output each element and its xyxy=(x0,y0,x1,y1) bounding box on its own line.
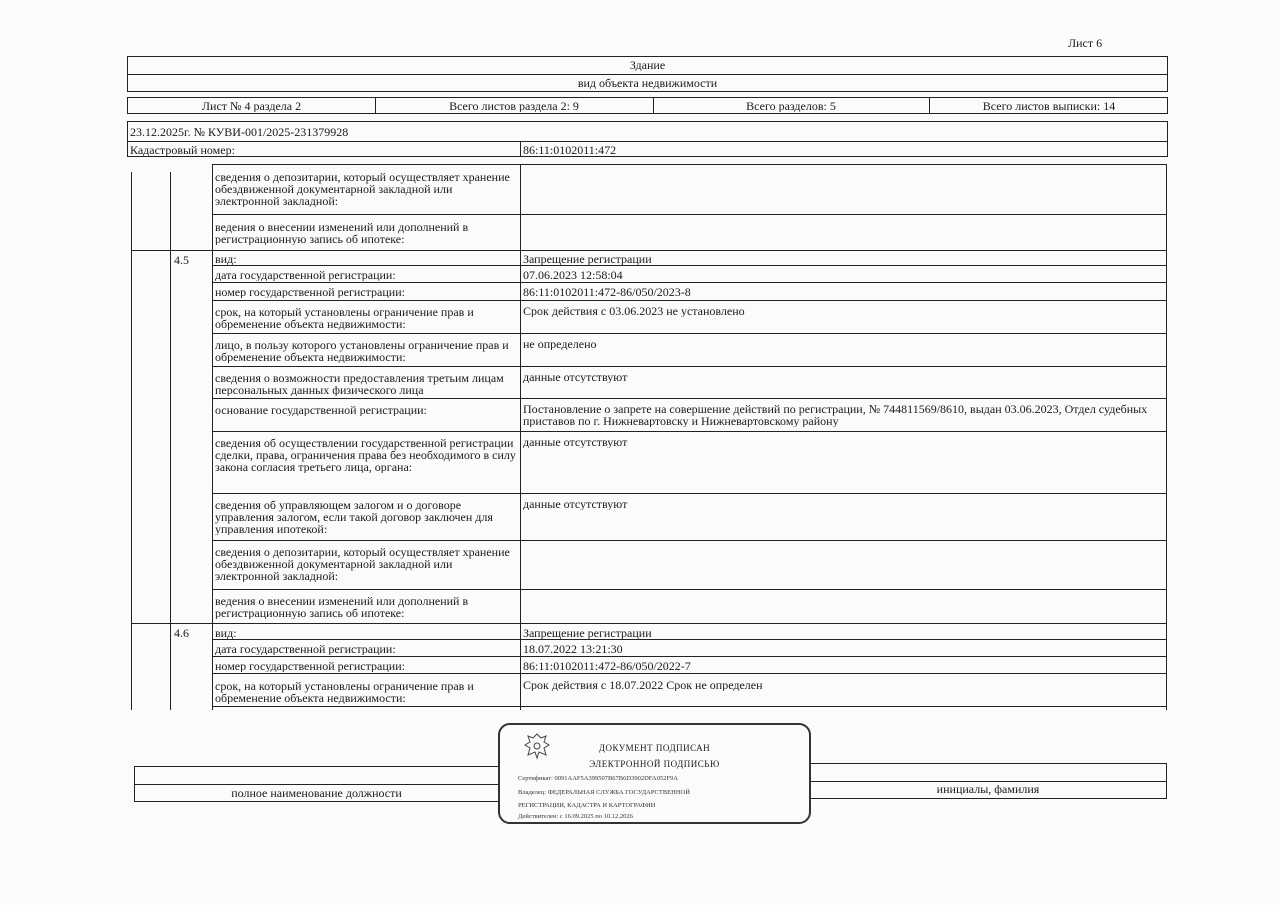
cadastral-label: Кадастровый номер: xyxy=(130,144,235,156)
term-label-46: срок, на который установлены ограничение прав и обременение объекта недвижимости: xyxy=(215,680,474,704)
pd-label: сведения о возможности предоставления третьим лицам персональных данных физического лица xyxy=(215,372,504,396)
term-value-46: Срок действия с 18.07.2022 Срок не определен xyxy=(523,679,763,691)
changes-label: ведения о внесении изменений или дополнений в регистрационную запись об ипотеке: xyxy=(215,595,469,619)
term-value: Срок действия с 03.06.2023 не установлено xyxy=(523,305,745,317)
total-sheets-extract: Всего листов выписки: 14 xyxy=(982,100,1116,112)
cadastral-number: 86:11:0102011:472 xyxy=(523,144,617,156)
changes-label-top: ведения о внесении изменений или дополнений в регистрационную запись об ипотеке: xyxy=(215,221,469,245)
stamp-line2: ЭЛЕКТРОННОЙ ПОДПИСЬЮ xyxy=(589,759,720,769)
stamp-line1: ДОКУМЕНТ ПОДПИСАН xyxy=(598,743,711,753)
person-value: не определено xyxy=(523,338,597,350)
date-label: дата государственной регистрации: xyxy=(215,269,396,281)
entry-number-4-6: 4.6 xyxy=(174,627,189,639)
kind-value-46: Запрещение регистрации xyxy=(523,627,652,639)
pledge-value: данные отсутствуют xyxy=(523,498,628,510)
kind-label: вид: xyxy=(215,253,237,265)
total-sections: Всего разделов: 5 xyxy=(746,100,836,112)
pd-value: данные отсутствуют xyxy=(523,371,628,383)
date-value: 07.06.2023 12:58:04 xyxy=(523,269,623,281)
pledge-label: сведения об управляющем залогом и о договоре управления залогом, если такой договор заключен для управления ипотекой: xyxy=(215,499,493,535)
term-label: срок, на который установлены ограничение прав и обременение объекта недвижимости: xyxy=(215,306,474,330)
doc-ref-box xyxy=(127,121,1168,157)
date-label-46: дата государственной регистрации: xyxy=(215,643,396,655)
stamp-valid: Действителен: с 16.09.2025 по 10.12.2026 xyxy=(518,813,633,820)
position-caption: полное наименование должности xyxy=(231,787,402,799)
depositary-label: сведения о депозитарии, который осуществляет хранение обездвиженной документарной закладной или электронной закладной: xyxy=(215,546,510,582)
stamp-owner: Владелец: ФЕДЕРАЛЬНАЯ СЛУЖБА ГОСУДАРСТВЕННОЙ xyxy=(518,789,690,796)
object-type-box xyxy=(127,56,1168,92)
person-label: лицо, в пользу которого установлены ограничение прав и обременение объекта недвижимости: xyxy=(215,339,509,363)
doc-reference: 23.12.2025г. № КУВИ-001/2025-231379928 xyxy=(130,126,349,138)
date-value-46: 18.07.2022 13:21:30 xyxy=(523,643,623,655)
regnum-value-46: 86:11:0102011:472-86/050/2022-7 xyxy=(523,660,691,672)
sheet-number: Лист № 4 раздела 2 xyxy=(201,100,302,112)
footer-position-box xyxy=(134,766,499,802)
basis-label: основание государственной регистрации: xyxy=(215,404,427,416)
object-type-caption: вид объекта недвижимости xyxy=(577,77,718,89)
sheet-info-row xyxy=(127,97,1168,114)
regnum-label-46: номер государственной регистрации: xyxy=(215,660,405,672)
footer-initials-box xyxy=(809,763,1167,799)
basis-value: Постановление о запрете на совершение действий по регистрации, № 744811569/8610, выдан 03.06.2023, Отдел судебных приставов по г. Нижневартовску и Нижневартовскому району xyxy=(523,403,1148,427)
deal-label: сведения об осуществлении государственной регистрации сделки, права, ограничения права без необходимого в силу закона согласия третьего лица, органа: xyxy=(215,437,516,473)
entry-number-4-5: 4.5 xyxy=(174,254,189,266)
depositary-label-top: сведения о депозитарии, который осуществляет хранение обездвиженной документарной закладной или электронной закладной: xyxy=(215,171,510,207)
sheet-label: Лист 6 xyxy=(1068,36,1103,50)
stamp-cert: Сертификат: 0091AAF5A399507B67B6D3902DFA052F9A xyxy=(518,775,678,782)
stamp-owner2: РЕГИСТРАЦИИ, КАДАСТРА И КАРТОГРАФИИ xyxy=(518,802,656,809)
regnum-value: 86:11:0102011:472-86/050/2023-8 xyxy=(523,286,691,298)
total-sheets-section: Всего листов раздела 2: 9 xyxy=(449,100,579,112)
kind-label-46: вид: xyxy=(215,627,237,639)
deal-value: данные отсутствуют xyxy=(523,436,628,448)
regnum-label: номер государственной регистрации: xyxy=(215,286,405,298)
kind-value: Запрещение регистрации xyxy=(523,253,652,265)
object-type: Здание xyxy=(629,59,666,71)
e-signature-stamp xyxy=(498,723,811,824)
initials-caption: инициалы, фамилия xyxy=(936,783,1040,795)
